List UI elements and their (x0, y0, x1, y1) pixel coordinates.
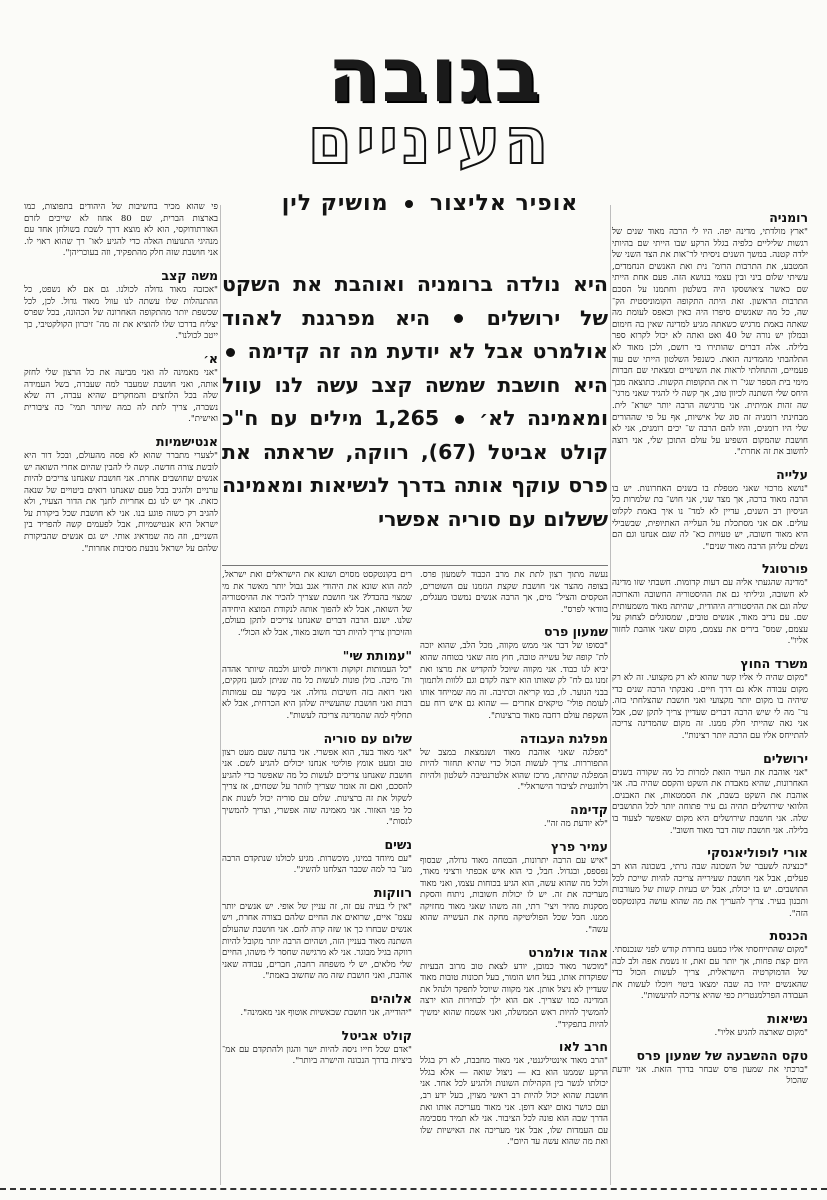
section-heading: משרד החוץ (740, 656, 808, 671)
article-section (420, 838, 608, 937)
article-section (420, 1038, 608, 1149)
column-left (24, 202, 218, 1187)
bullet-dot-icon (226, 348, 235, 357)
bullet-dot-icon (454, 314, 463, 323)
section-body: "אני מאמינה לה ואני מביעה את כל הרצון שלי לחזק אותה, ואני חושבת שמעבר למה שעברה, בשל העמידה שלה בכל הלחצים והמחקרים שהיא עברה, דה שלא נשברה, צריך לתת לה כמה שיותר תמי־ כה ציבורית ואישית". (24, 367, 218, 425)
section-body: פי שהוא מכיר בחשיבות של היהודים בתפוצות, כמו בארצות הברית, שם 80 אחוז לא שייכים לזרם האורתודוקסי, הוא לא מוצא דרך לשבת בשולחן אחד עם מנהיגי התנועות האלה כדי להגיע לאו־ רך שהוא ראוי לו. אני חושבת שזה חלק מהתפקיד, וזה בעוכריהן". (24, 202, 218, 259)
article-section (612, 1047, 808, 1088)
section-heading: רומניה (769, 210, 808, 225)
column-middle-left (222, 570, 412, 1187)
article-section (222, 836, 412, 877)
section-heading: ירושלים (763, 750, 808, 766)
lead-paragraph (222, 268, 608, 558)
lead-part: היא מפרגנת לאהוד אולמרט אבל לא יודעת מה זה קדימה (222, 305, 608, 363)
section-body: "עם מיוחד במינו, מוכשרות. מגיע לכולנו שנתקדם הרבה מע־ בר למה שכבר הצלחנו להשיג". (222, 853, 412, 876)
article-section (612, 466, 808, 554)
section-body: "מקום שארצה להגיע אליו". (714, 1028, 808, 1039)
section-body: "נושא מרכזי שאני מטפלת בו בשנים האחרונות. יש בו הרבה מאוד ברכה, אך מצד שני, אני חוש־ בת שלמרות כל הניסיון רב השנים, עדיין לא למד־ נו איך באמת לקלוט עולים. אם אני מסתכלת על העלייה האתיופית, שבשבילי היא מאוד חשובה, יש טעויות כא־ לה שגם אנחנו וגם הם נשלם עליהן הרבה מאוד שנים". (612, 483, 808, 552)
article-section (612, 844, 808, 920)
section-heading: קולט אביטל (341, 1027, 412, 1043)
section-heading: טקס ההשבעה של שמעון פרס (636, 1047, 808, 1063)
section-body: "בסופו של דבר אני ממש מקווה, מכל הלב, שהוא יזכה לת־ קופה של עשייה טובה, חוץ מזה שאני בטוחה שהוא יביא לנו כבוד. אני מקווה שיוכל להקדיש את מרצו ואת זמנו גם לח־ לק שאותו הוא ירצה לקדם וגם ללוות ולתמוך בבני הנוער. לו, כמו קריאה וכתיבה. זה מה שמייחד אותו לעומת פולי־ טיקאים אחרים — שהוא גם איש רוח עם השקפת עולם רחבה מאוד ברצינות". (420, 641, 608, 721)
article-section (222, 647, 412, 723)
section-heading: הכנסת (769, 928, 808, 944)
article-section (612, 560, 808, 648)
section-heading: אנטישמיות (156, 433, 218, 449)
section-body: "אני מאוד בעד, הוא אפשרי. אני בדעה שעם מעט רצון טוב ומעט אומץ פוליטי אנחנו יכולים להגיע לשם. אני חושבת שאנחנו צריכים לעשות כל מה שאפשר כדי להגיע להסכם, ואם זה אומר שצריך לוותר על שטחים, אז צריך לשקול את זה ברצינות. שלום עם סוריה יכול לשנות את כל פני האזור. אני מאמינה שזה אפשרי, וצריך להמשיך לנסות". (222, 747, 412, 828)
column-middle-right (420, 570, 608, 1187)
section-heading: קדימה (570, 801, 608, 817)
section-body: "יהודייה, אני חושבת שבאשיות אוטוף אני מאמינה". (240, 1008, 412, 1019)
section-body: "אדם שכל חייו ניסה להיות ישר והגון ולהתקדם עם אמ־ ביציות בדרך הנכונה והישרה ביותר". (222, 1044, 412, 1067)
article-section (222, 990, 412, 1020)
section-body: "מדינה שהגעתי אליה עם דעות קדומות. חשבתי שזו מדינה לא חשובה, וגיליתי גם את ההיסטוריה החשובה והארוכה שלה וגם את ההיסטוריה היהודית, שהיתה מאוד משמעותית שם. עם נדיב מאוד, אנשים טובים, שמסוגלים לצחוק על עצמם, שמס־ בירים את עצמם, מקום שאני אוהבת לחזור אליו". (612, 578, 808, 647)
article-section (222, 1027, 412, 1068)
section-heading: חרב לאו (558, 1039, 608, 1055)
byline (250, 188, 610, 220)
article-section (420, 570, 608, 616)
article-section (24, 350, 218, 426)
lead-part: היא חושבת שמשה קצב עשה לנו עוול ומאמינה לא׳ (222, 372, 608, 430)
lead-part: היא נולדה ברומניה ואוהבת את השקט של ירושלים (222, 272, 608, 330)
section-body: "לא יודעת מה זה". (543, 818, 608, 829)
section-heading: מפלגת העבודה (519, 730, 608, 746)
article-section (420, 730, 608, 794)
section-heading: א׳ (203, 350, 218, 366)
bullet-dot-icon (455, 415, 464, 424)
headline-sub: העיניים (307, 105, 553, 179)
section-body: "מפלגה שאני אוהבת מאוד ושנמצאת במצב של התפוררות. צריך לעשות הכול כדי שהיא תחזור להיות המפלגה שהיתה, מרכז שהוא אלטרנטיבה לשלטון ולהיות רלוונטית לציבור הישראלי". (420, 747, 608, 793)
article-section (222, 884, 412, 983)
lead-part: 1,265 מילים עם ח"כ קולט אביטל (67), רווקה, שראתה את פרס עוקף אותה בדרך לנשיאות ומאמינה ששלום עם סוריה אפשרי (222, 406, 608, 531)
divider (222, 565, 608, 566)
article-section (222, 570, 412, 640)
author-name: מושיק לין (281, 191, 389, 216)
article-section (420, 623, 608, 722)
article-section (612, 927, 808, 1003)
section-heading: אלוהים (370, 991, 412, 1007)
section-heading: שלום עם סוריה (323, 730, 412, 746)
section-heading: אורי לופוליאנסקי (707, 845, 808, 861)
section-body: רים בקונטקסט מסוים ושונא את הישראלים ואת ישראל, למה הוא שונא את היהודי אגב גבול יותר מאשר את מי שמצוי בהבדל? אני חושבת שצריך להכיר את ההיסטוריה של השואה, אבל לא להפוך אותה לנקודת המוצא היחידה שלנו. ישנם הרבה דברים שאנחנו צריכים לתקן בעולם, והזיכרון צריך להיות דבר חשוב מאוד, אבל לא הכול". (222, 570, 412, 638)
section-heading: רווקות (373, 884, 412, 900)
section-heading: עלייה (776, 466, 808, 482)
bullet-dot-icon (405, 200, 413, 208)
author-name: אופיר אליצור (429, 191, 579, 216)
section-body: "לצערי מתברר שהוא לא פסה מהעולם, ובכל דור היא לובשת צורה חדשה. קשה לי להבין שהיום אחרי השואה יש אנשים שחושבים אחרת. אני חושבת שאנחנו צריכים להיות ערניים ולהגיב בכל פעם שאנחנו רואים ביטויים של שנאה כזאת. אך יש לנו גם אחריות לחנך את הדור הצעיר, ולא להגיב רק כשזה פוגע בנו. אני לא חושבת שכל ביקורת על ישראל היא אנטישמיות, אבל לפעמים קשה להפריד בין השניים, וזה מה שמדאיג אותי. יש גם אנשים שהביקורת שלהם על ישראל נובעת מסיבות אחרות". (24, 450, 218, 554)
headline-main: בגובה (327, 30, 543, 119)
section-body: "הרב מאוד אינטיליגנטי, אני מאוד מחבבת, לא רק בגלל הרקע שממנו הוא בא — ניצול שואה — אלא בגלל יכולתו לגשר בין הקהילות השונות ולהגיע לכל אחד. אני חושבת שהוא יכול להיות רב ראשי מצוין, בעל ידע רב, ועם כושר נאום יוצא דופן. אני מאוד מעריכה אותו ואת הדרך שבה הוא פונה לכל הציבור. אני לא תמיד מסכימה עם העמדות שלו, אבל אני מעריכה את האישיות שלו ואת מה שהוא עשה עד היום". (420, 1056, 608, 1148)
article-section (24, 433, 218, 555)
cut-line (0, 1188, 827, 1190)
section-body: "איש עם הרבה יתרונות, הבטחה מאוד גדולה, שבסוף נפספס, ובגדול. חבל, כי הוא איש אכפתי ורציני מאוד, ולכל מה שהוא עשה, הוא הגיע בכוחות עצמו, ואני מאוד מעריכה את זה. יש לו יכולות חשובות, ניתוח והסקת מסקנות מהיר ויצי־ רתי, וזה משהו שאני מאוד מחזיקה ממנו. חבל שכל הפוליטיקה מחקה את העשייה שהוא עשה". (420, 855, 608, 936)
article-section (24, 267, 218, 343)
section-heading: אהוד אולמרט (528, 944, 608, 960)
section-heading: עמיר פרץ (551, 838, 608, 854)
section-heading: נשים (384, 836, 412, 852)
section-heading: "עמותת שי" (342, 647, 412, 663)
section-body: "אני אוהבת את העיר הזאת למרות כל מה שקורה בשנים האחרונות, שהיא מאבדת את השקט והקסם שהיה בה. אני אוהבת את השקט בשבת, את הסמטאות, את האבנים. הלוואי שירושלים תהיה גם עיר פתוחה יותר לכל התושבים שלה. אני חושבת שירושלים היא מקום שאפשר לצעוד בו בלילה. אני חושבת שזה דבר מאוד חשוב". (612, 767, 808, 836)
article-section (24, 202, 218, 260)
article-section (420, 801, 608, 831)
article-section (612, 1010, 808, 1040)
article-section (612, 209, 808, 459)
column-divider (220, 205, 221, 1185)
section-body: "מקום שהיה לי אליו קשר שהוא לא רק מקצועי. זה לא רק מקום עבודה אלא גם דרך חיים. נאבקתי הרבה שנים כדי שיהיה בו מקום יותר מקצועי ואני חושבת שהצלחתי בזה. נר־ מה לי שיש הרבה דברים שעדיין צריך לתקן שם, אבל אני גאה שהייתי חלק ממנו. זה מקום שהמדינה צריכה להתייחס אליו עם הרבה יותר רצינות". (612, 673, 808, 741)
section-body: נעשה מתוך רצון לתת את מרב הכבוד לשמעון פרס. בצופה מהצד אני חושבת שקצת הגזמנו עם השוטרים, הטקסים והציל־ מים, אך הרבה אנשים נמשכו מעגלים, בוודאי לפרס". (420, 570, 608, 615)
article-section (222, 730, 412, 829)
column-divider (610, 205, 611, 1185)
article-section (420, 944, 608, 1032)
section-heading: משה קצב (161, 267, 218, 283)
section-body: "כנציגה לשעבר של השכונה שבה גרתי, בשכונה הוא רב פעלים, אבל אני חושבת שעירייה צריכה להיות שייכת לכל התושבים. יש בו יכולת, אבל יש בעיות קשות של מעורבות ותכנון בעיר. צריך להעריך את מה שהוא עושה בקונטקסט הזה". (612, 862, 808, 919)
section-body: "ארץ מולדתי, מדינה יפה. היו לי הרבה מאוד שנים של רגשות שליליים כלפיה בגלל הרקע שבו הייתי שם בהיותי ילדה קטנה. במשך השנים ניסיתי לר־אות את הצד השני של המטבע, את התרבות הרומ־ נית ואת האנשים הנחמדים, עשיתי שלום ביני ובין עצמי בנושא הזה. פעם אחת הייתי שם כאשר צ׳אושסקו היה בשלטון וחתמנו על הסכם התרבות הראשון. זאת היתה התקופה הקומוניסטית הק־ שה, כל מה שאנשים סיפרו היה כאין וכאפס לעומת מה שאתה באמת מרגיש כשאתה מגיע למדינה שאין בה חימום ובמלון יש נורה של 40 ואט ואתה לא יכול לקרוא ספר בלילה. אלה דברים שהותירו בי רושם, ולכן מאוד לא התלהבתי מהמדינה הזאת. כשנפל השלטון הייתי שם עוד פעמיים, והתחלתי לראות את השינויים ומצאתי שם חברות מימי בית הספר שגי־ רו את התקופות הקשות. כתוצאה מכך היחס שלי השתנה לכיוון טוב, אך קשה לי להגיד שאני מרגי־ שה זהות אמיתית. אני מרגישה הרבה יותר ישרא־ לית. מבחינתי רומניה זה סוג של אישיות, אף על פי שההורים שלי היו רומנים, והיו להם הרבה ש־ יכים רומנים, אני לא חושבת שהמקום השפיע על עולם התוכן שלי, אני רוצה לחשוב את זה אחרת". (612, 227, 808, 458)
article-section (612, 655, 808, 743)
section-body: "ברכתי את שמעון פרס שבחר בדרך הזאת. אני יודעת שהכול (612, 1064, 808, 1087)
section-body: "כל העמותות זקוקות וראויות לסיוע ולכמה שיותר אהדה ות־ מיכה. כולן פונות לעשות כל מה שניתן למען נזקקים, ואני רואה בזה חשיבות גדולה. אני בקשר עם עמותות רבות ואני חושבת שהעשייה שלהן היא הכרחית, אבל לא תחליף למה שהמדינה צריכה לעשות". (222, 664, 412, 721)
section-body: "אין לי בעיה עם זה, זה עניין של אופי. יש אנשים יותר עצמ־ איים, שרואים את החיים שלהם בצורה אחרת, ויש אנשים שבחרו כך או שזה קרה להם. אני חושבת שהעולם השתנה מאוד בעניין הזה, ושהיום הרבה יותר מקובל להיות רווקה בגיל מבוגר. אני לא מרגישה שחסר לי משהו, החיים שלי מלאים, יש לי משפחה רחבה, חברים, עבודה שאני אוהבת, ואני חושבת שזה מה שחשוב באמת". (222, 901, 412, 982)
section-body: "אכזבה מאוד גדולה לכולנו. גם אם לא נשפט, כל ההתנהלות שלו עשתה לנו עוול מאוד גדול. לכן, לכל שכשפת יותר מהתקופה האחרונה של הכהונה, בכל שפרס יצליח בדרכו שלו להוציא את זה מה־ זיכרון הקולקטיבי, כך ייטב לכולנו". (24, 284, 218, 342)
section-heading: פורטוגל (762, 561, 808, 577)
column-right (612, 202, 808, 1187)
article-section (612, 750, 808, 838)
section-heading: נשיאות (767, 1011, 808, 1027)
section-body: "מוכשר מאוד כמובן, יודע לצאת טוב מרוב הבעיות שפוקדות אותו, בעל חוש הומור, בעל תכונות טובות מאוד שעדיין לא ניצל אותן. אני מקווה שיוכל לתפקד ולנהל את המדינה כמו שצריך. אם הוא ילך לבחירות הוא ירצה להמשיך להיות ראש הממשלה, ואני אשמח שהוא ימשיך להיות בתפקיד". (420, 961, 608, 1030)
section-body: "מקום שהתייחסתי אליו כמעט בחרדת קודש לפני שנכנסתי. היום קצת פחות, אך יותר עם זאת, זו נשמת אפה ולב לבה של הדמוקרטיה הישראלית, צריך לעשות הכול כדי שהאנשים יהיו בה שבה ימצאו ביטוי ויוכלו לעשות את העבודה הפרלמנטרית כפי שהיא צריכה להיעשות". (612, 945, 808, 1002)
section-heading: שמעון פרס (543, 624, 608, 640)
